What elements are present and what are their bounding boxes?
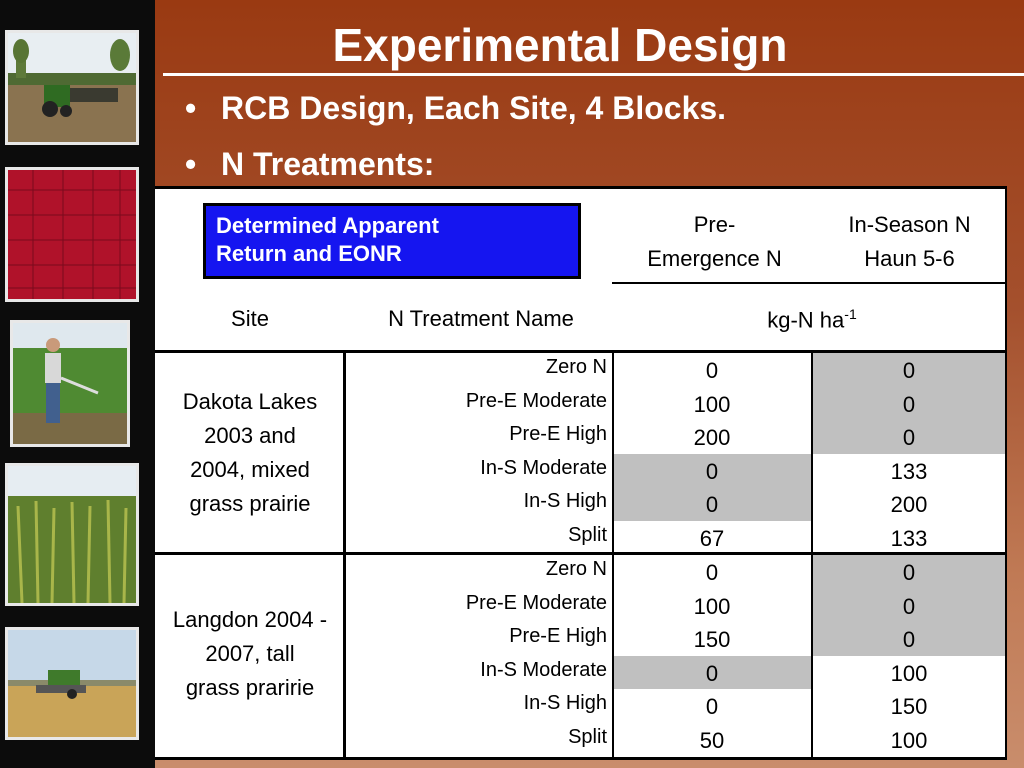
bullet-text: N Treatments: (221, 146, 435, 182)
pre-emergence-value: 100 (693, 391, 731, 417)
header-in-line2: Haun 5-6 (864, 246, 955, 271)
legend-box (203, 203, 581, 279)
treatment-name-cell: Split (568, 524, 607, 546)
pre-emergence-value: 200 (693, 425, 731, 451)
in-season-value: 200 (890, 492, 928, 518)
table-right-rule (1005, 186, 1007, 760)
header-pre-emergence (617, 208, 812, 276)
table-top-rule (155, 186, 1007, 189)
in-season-value: 0 (902, 391, 916, 417)
pre-emergence-value: 150 (693, 627, 731, 653)
pre-emergence-value: 0 (705, 694, 719, 720)
header-in-line1: In-Season N (848, 212, 971, 237)
farmer-field-photo (10, 320, 130, 447)
treatment-name-cell: In-S Moderate (480, 658, 607, 681)
header-pre-line2: Emergence N (647, 246, 782, 271)
site-line: Dakota Lakes (182, 389, 318, 414)
red-plot-photo (5, 167, 139, 302)
site-line: grass prairie (189, 491, 311, 516)
pre-column-rule (811, 350, 813, 760)
site-line: 2007, tall (205, 641, 295, 666)
pre-emergence-value: 0 (705, 560, 719, 585)
in-season-value: 0 (902, 425, 916, 451)
header-in-season (812, 208, 1007, 276)
photo-sidebar (0, 0, 155, 768)
in-season-value: 100 (890, 660, 928, 686)
in-season-value: 133 (890, 458, 928, 484)
in-season-value: 0 (902, 560, 916, 585)
header-units (617, 306, 1007, 333)
tractor-field-photo (5, 30, 139, 145)
treatment-name-cell: Zero N (545, 558, 607, 580)
in-season-value: 0 (902, 593, 916, 619)
treatment-name-cell: Pre-E High (509, 625, 607, 648)
bullet-text: RCB Design, Each Site, 4 Blocks. (221, 90, 727, 126)
treatment-name-cell: Zero N (545, 356, 607, 378)
treatment-name-cell: Pre-E Moderate (465, 389, 607, 412)
header-bottom-rule (155, 350, 1007, 353)
combine-harvest-photo (5, 627, 139, 740)
legend-line-2: Return and EONR (216, 241, 402, 266)
treatment-name-cell: Pre-E High (509, 423, 607, 446)
pre-emergence-value: 0 (705, 660, 719, 686)
pre-emergence-value: 67 (699, 526, 725, 551)
in-season-value: 133 (890, 526, 928, 551)
bullet-n-treatments (185, 146, 434, 183)
in-season-value: 100 (890, 728, 928, 753)
header-treatment-name: N Treatment Name (388, 306, 574, 331)
table-bottom-rule (155, 757, 1007, 760)
bullet-dot-icon: • (185, 90, 197, 126)
wheat-crop-photo (5, 463, 139, 606)
group-divider-rule (155, 552, 1007, 555)
site-cell (155, 603, 345, 705)
title-underline (163, 73, 1024, 76)
treatment-name-cell: In-S High (523, 692, 607, 715)
pre-emergence-value: 100 (693, 593, 731, 619)
header-pre-line1: Pre- (693, 212, 736, 237)
units-superscript: -1 (844, 306, 857, 322)
header-mid-rule (612, 282, 1007, 284)
header-site: Site (231, 306, 269, 331)
site-line: Langdon 2004 - (172, 607, 328, 632)
legend-line-1: Determined Apparent (216, 213, 439, 238)
pre-emergence-value: 0 (705, 458, 719, 484)
in-season-value: 0 (902, 627, 916, 653)
treatment-name-cell: Pre-E Moderate (465, 591, 607, 614)
treatment-name-cell: In-S Moderate (480, 456, 607, 479)
bullet-rcb-design (185, 90, 726, 127)
bullet-dot-icon: • (185, 146, 197, 182)
in-season-value: 0 (902, 358, 916, 383)
site-line: grass praririe (185, 675, 315, 700)
pre-emergence-value: 0 (705, 492, 719, 518)
site-line: 2003 and (204, 423, 296, 448)
site-cell (155, 385, 345, 521)
pre-emergence-value: 50 (699, 728, 725, 753)
in-season-value: 150 (890, 694, 928, 720)
units-main: kg-N ha (767, 307, 845, 333)
treatment-name-cell: In-S High (523, 490, 607, 513)
slide-title: Experimental Design (332, 19, 788, 71)
site-column-rule (343, 350, 346, 760)
name-column-rule (612, 350, 614, 760)
site-line: 2004, mixed (190, 457, 310, 482)
pre-emergence-value: 0 (705, 358, 719, 383)
treatment-name-cell: Split (568, 726, 607, 748)
treatment-table (155, 186, 1007, 760)
